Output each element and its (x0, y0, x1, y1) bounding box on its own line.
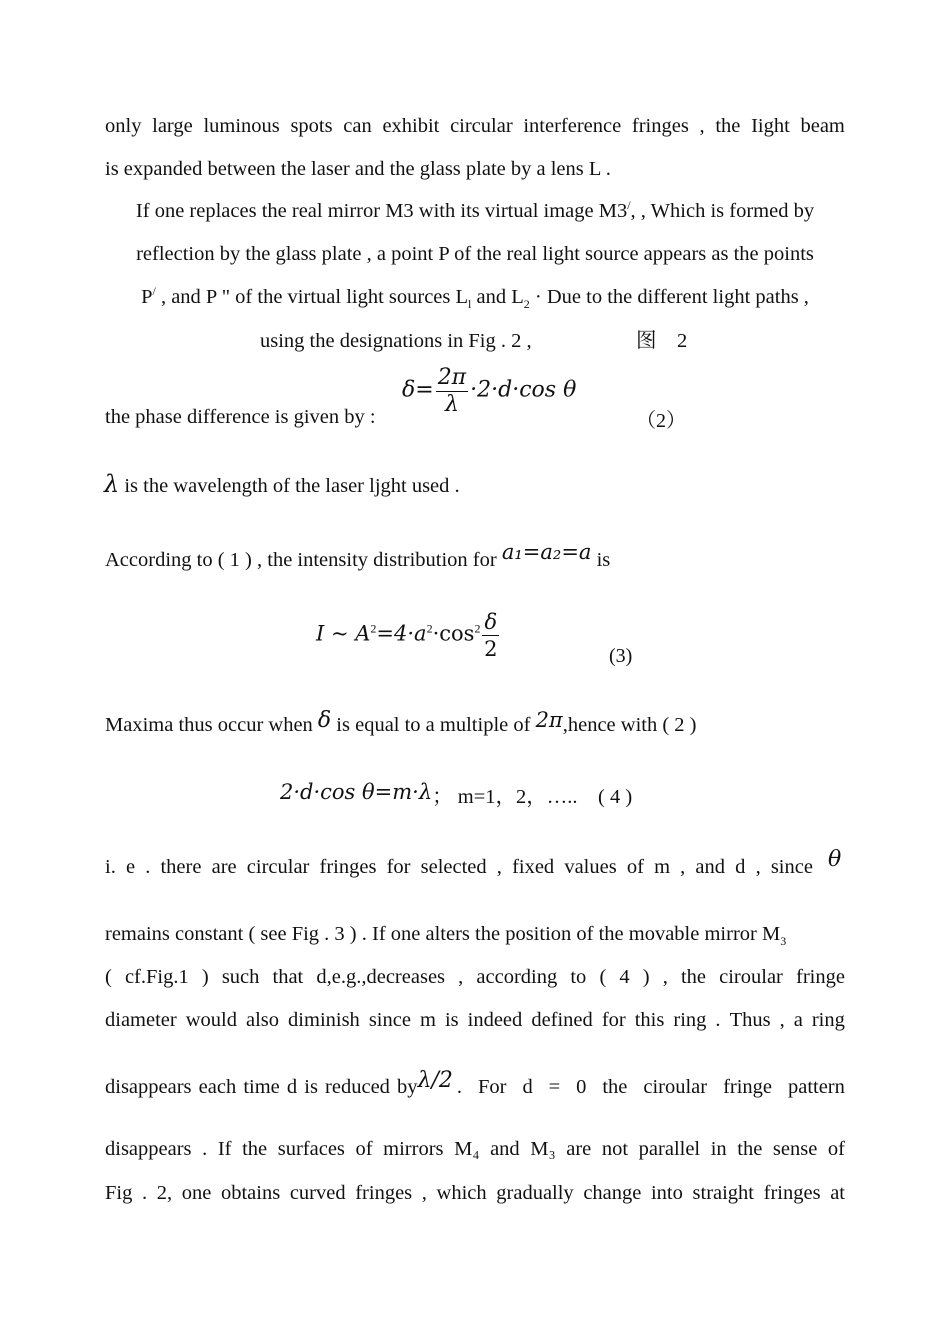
subscript-1: l (468, 297, 472, 312)
word: in (710, 1138, 727, 1160)
word: 2, (156, 1182, 173, 1204)
word: such (221, 966, 260, 988)
diameter-line (105, 1007, 845, 1033)
word: mirrors (383, 1138, 444, 1160)
line3-text-b: , , Which is formed by (630, 200, 815, 222)
word: values (564, 856, 617, 878)
word: according (476, 966, 558, 988)
eq3-mid: =4·a (376, 621, 427, 646)
prime-mark-2: / (152, 284, 156, 299)
word: indeed (467, 1009, 523, 1031)
word: also (246, 1009, 280, 1031)
paragraph-line-4: reflection by the glass plate , a point P of the real light source appears as the points (136, 243, 814, 265)
word: of (355, 1138, 373, 1160)
word: beam (800, 115, 845, 137)
line5-text-a: P (141, 286, 153, 308)
word: , (496, 856, 502, 878)
remains-line (105, 921, 845, 947)
eq4-math: 2·d·cos θ=m·λ (280, 780, 433, 804)
word: one (181, 1182, 212, 1204)
word: fringes (355, 1182, 413, 1204)
word: fringe (796, 966, 845, 988)
line5-text-c: and L (471, 286, 524, 308)
according-math: a₁=a₂=a (501, 540, 592, 564)
word: fringes (631, 115, 689, 137)
word: and (490, 1138, 520, 1160)
word: , (779, 1009, 785, 1031)
word: sense (772, 1138, 818, 1160)
according-text-end: is (591, 549, 611, 571)
maxima-line (105, 708, 845, 738)
ie-line (105, 854, 813, 880)
line3-text-a: If one replaces the real mirror M3 with its virtual image M3 (135, 200, 628, 222)
word: exhibit (382, 115, 440, 137)
word: Iight (751, 115, 790, 137)
paragraph-line-1 (105, 113, 845, 139)
word: parallel (638, 1138, 701, 1160)
paragraph-line-5 (100, 284, 850, 310)
paragraph-line-6: using the designations in Fig . 2 , (260, 330, 532, 352)
word: . (145, 856, 151, 878)
maxima-2pi: 2π (535, 708, 563, 732)
word: , (421, 1182, 427, 1204)
according-text: According to ( 1 ) , the intensity distribution for (105, 549, 502, 571)
word: the (242, 1138, 268, 1160)
disappears-rest (457, 1074, 845, 1100)
word: interference (523, 115, 622, 137)
lambda-line (104, 471, 844, 499)
word: curved (289, 1182, 346, 1204)
eq3-denominator: 2 (484, 637, 498, 661)
word: that (272, 966, 304, 988)
word: . (456, 1076, 463, 1098)
word: , (680, 856, 686, 878)
word: change (583, 1182, 642, 1204)
word: circular (246, 856, 310, 878)
word: the (737, 1138, 763, 1160)
word: the (602, 1076, 628, 1098)
word: M₃ (530, 1138, 556, 1160)
word: ( (105, 966, 112, 988)
word: not (601, 1138, 629, 1160)
eq3-fraction (482, 609, 499, 662)
word: = (548, 1076, 561, 1098)
paragraph-line-3 (100, 198, 850, 224)
word: d (735, 856, 746, 878)
word: , (662, 966, 668, 988)
word: 4 (619, 966, 630, 988)
word: cf.Fig.1 (124, 966, 189, 988)
word: ( (599, 966, 607, 988)
word: straight (692, 1182, 755, 1204)
lambda-text: is the wavelength of the laser ljght used . (119, 475, 460, 497)
word: fringes (319, 856, 377, 878)
eq4-text: ； m=1，2，….. ( 4 ) (432, 786, 633, 808)
word: fringes (763, 1182, 821, 1204)
paragraph-line-2: is expanded between the laser and the glass plate by a lens L . (105, 158, 611, 180)
word: . (141, 1182, 148, 1204)
word: circular (450, 115, 513, 137)
word: would (185, 1009, 237, 1031)
according-line (105, 540, 845, 573)
last-line (105, 1180, 845, 1206)
word: since (368, 1009, 411, 1031)
word: can (343, 115, 372, 137)
remains-subscript: 3 (780, 934, 787, 949)
eq3-sup-2: 2 (426, 621, 433, 636)
disappears-text: disappears each time d is reduced by (105, 1076, 418, 1098)
word: m (419, 1009, 436, 1031)
line5-text-d: · Due to the different light paths , (529, 286, 809, 308)
word: a (793, 1009, 803, 1031)
word: this (634, 1009, 665, 1031)
word: d (522, 1076, 533, 1098)
word: i. (105, 856, 116, 878)
word: ring (811, 1009, 845, 1031)
figure-label: 图 2 (636, 330, 688, 352)
word: . (715, 1009, 721, 1031)
word: If (217, 1138, 232, 1160)
equation-3-number: (3) (609, 645, 633, 667)
equation-3 (316, 609, 501, 662)
word: ) (642, 966, 650, 988)
disappears-line-2 (105, 1136, 845, 1162)
word: e (125, 856, 136, 878)
eq2-lhs: δ= (402, 377, 434, 403)
equation-4 (280, 779, 632, 809)
maxima-delta: δ (317, 708, 332, 733)
word: and (695, 856, 726, 878)
word: selected (420, 856, 487, 878)
word: 0 (576, 1076, 587, 1098)
equation-2-number: （2） (636, 410, 686, 432)
prime-mark: / (627, 198, 631, 213)
word: to (570, 966, 587, 988)
word: of (626, 856, 644, 878)
word: m (654, 856, 671, 878)
word: M₄ (454, 1138, 480, 1160)
word: diameter (105, 1009, 177, 1031)
eq3-sup-1: 2 (370, 621, 377, 636)
word: defined (531, 1009, 593, 1031)
eq3-numerator: δ (484, 610, 498, 634)
word: d,e.g.,decreases (316, 966, 446, 988)
eq2-rhs: ·2·d·cos θ (470, 377, 577, 403)
eq3-lhs: I ~ A (316, 621, 371, 646)
word: diminish (288, 1009, 360, 1031)
word: is (444, 1009, 459, 1031)
cf-line (105, 964, 845, 990)
word: the (680, 966, 707, 988)
word: are (566, 1138, 592, 1160)
word: fringe (723, 1076, 773, 1098)
word: since (770, 856, 813, 878)
word: into (650, 1182, 683, 1204)
word: For (478, 1076, 507, 1098)
word: , (699, 115, 705, 137)
lambda-symbol: λ (104, 470, 120, 498)
lambda-half: λ/2 (417, 1068, 453, 1093)
word: , (458, 966, 464, 988)
word: surfaces (277, 1138, 345, 1160)
word: for (601, 1009, 626, 1031)
eq3-sup-3: 2 (474, 621, 481, 636)
remains-text: remains constant ( see Fig . 3 ) . If one alters the position of the movable mirror M (105, 923, 781, 945)
word: spots (290, 115, 333, 137)
word: ring (673, 1009, 707, 1031)
word: disappears (105, 1138, 192, 1160)
phase-intro-text: the phase difference is given by : (105, 406, 376, 428)
eq2-numerator: 2π (437, 365, 467, 390)
word: Thus (729, 1009, 771, 1031)
word: ciroular (719, 966, 783, 988)
eq3-cos: ·cos (432, 621, 475, 646)
eq2-denominator: λ (444, 392, 459, 417)
subscript-2: 2 (523, 297, 530, 312)
word: ) (201, 966, 209, 988)
word: fixed (512, 856, 555, 878)
theta-symbol: θ (828, 847, 842, 872)
word: large (152, 115, 193, 137)
disappears-line-1 (105, 1068, 845, 1100)
maxima-text-b: is equal to a multiple of (331, 714, 536, 736)
line5-text-b: , and P " of the virtual light sources L (155, 286, 469, 308)
word: luminous (203, 115, 280, 137)
word: obtains (220, 1182, 281, 1204)
word: are (211, 856, 237, 878)
word: which (436, 1182, 487, 1204)
word: only (105, 115, 142, 137)
word: Fig (105, 1182, 133, 1204)
word: for (386, 856, 411, 878)
word: pattern (787, 1076, 845, 1098)
word: there (160, 856, 202, 878)
word: , (755, 856, 761, 878)
word: gradually (496, 1182, 574, 1204)
word: of (827, 1138, 845, 1160)
maxima-text-c: ,hence with ( 2 ) (562, 714, 697, 736)
word: at (830, 1182, 845, 1204)
word: the (715, 115, 741, 137)
maxima-text-a: Maxima thus occur when (105, 714, 318, 736)
word: . (202, 1138, 208, 1160)
word: ciroular (643, 1076, 708, 1098)
